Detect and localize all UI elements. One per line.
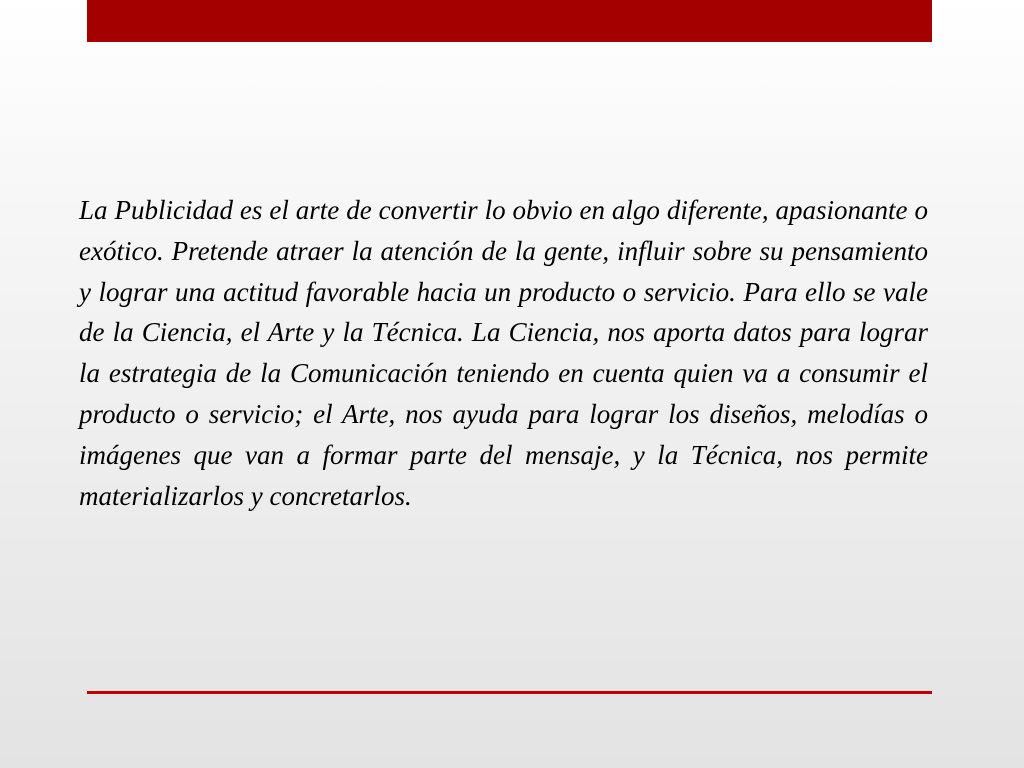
bottom-divider-line [87,691,932,694]
top-accent-bar [87,0,932,42]
slide-body-text: La Publicidad es el arte de convertir lo obvio en algo diferente, apasionante o exótico. Pretende atraer la atención de la gente, influir sobre su pensamiento y lograr una actitud favorable hacia un producto o servicio. Para ello se vale de la Ciencia, el Arte y la Técnica. La Ciencia, nos aporta datos para lograr la estrategia de la Comunicación teniendo en cuenta quien va a consumir el producto o servicio; el Arte, nos ayuda para lograr los diseños, melodías o imágenes que van a formar parte del mensaje, y la Técnica, nos permite materializarlos y concretarlos. [79,195,928,511]
